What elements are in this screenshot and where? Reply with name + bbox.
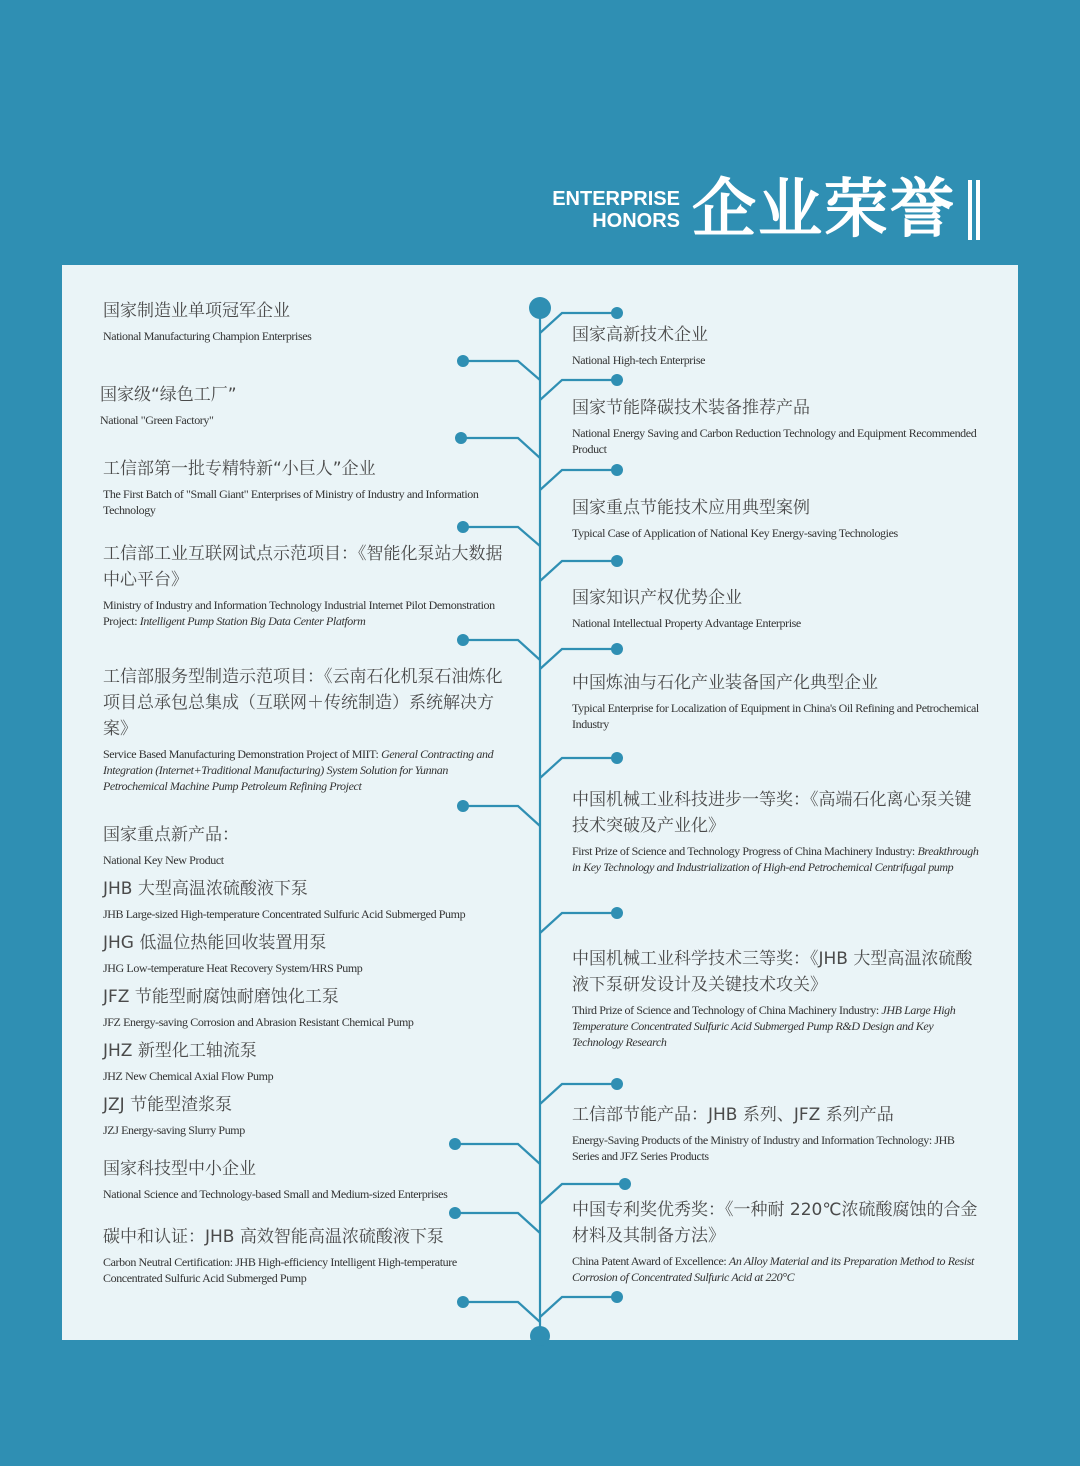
product-item [103,876,503,922]
product-item [103,1038,503,1084]
honor-zh: 国家科技型中小企业 [103,1159,256,1179]
honor-en: Ministry of Industry and Information Technology Industrial Internet Pilot Demonstration Project: Intelligent Pump Station Big Data Center Platform [103,598,495,628]
left-honor-5 [103,664,503,794]
honor-zh: 国家重点节能技术应用典型案例 [572,498,810,518]
title-bars-decoration [968,180,980,240]
honor-en: Third Prize of Science and Technology of China Machinery Industry: JHB Large High Temperature Concentrated Sulfuric Acid Submerged Pump R&D Design and Key Technology Research [572,1003,956,1049]
right-honor-6 [572,787,982,875]
left-honor-7 [103,1156,503,1202]
product-zh: JHB 大型高温浓硫酸液下泵 [103,879,308,899]
page-header [552,170,980,250]
honor-zh: 国家级“绿色工厂” [100,385,237,405]
right-honor-2 [572,395,982,457]
right-honor-8 [572,1102,982,1164]
product-zh: JHZ 新型化工轴流泵 [103,1041,257,1061]
honor-zh: 碳中和认证：JHB 高效智能高温浓硫酸液下泵 [103,1227,444,1247]
honor-zh: 国家制造业单项冠军企业 [103,301,290,321]
honor-en: Energy-Saving Products of the Ministry of Industry and Information Technology: JHB Series and JFZ Series Products [572,1133,955,1163]
honor-zh: 中国专利奖优秀奖：《一种耐 220℃浓硫酸腐蚀的合金材料及其制备方法》 [572,1200,978,1246]
honor-zh: 国家知识产权优势企业 [572,588,742,608]
honor-en: Carbon Neutral Certification: JHB High-efficiency Intelligent High-temperature Concentrated Sulfuric Acid Submerged Pump [103,1255,457,1285]
honor-zh: 工信部第一批专精特新“小巨人”企业 [103,459,376,479]
honor-zh: 中国机械工业科技进步一等奖：《高端石化离心泵关键技术突破及产业化》 [572,790,972,836]
product-zh: JZJ 节能型渣浆泵 [103,1095,233,1115]
right-honor-3 [572,495,982,541]
honor-en: National Science and Technology-based Small and Medium-sized Enterprises [103,1187,448,1201]
honor-zh: 工信部节能产品：JHB 系列、JFZ 系列产品 [572,1105,894,1125]
left-honor-4 [103,541,503,629]
product-en: JZJ Energy-saving Slurry Pump [103,1123,245,1137]
honor-zh: 国家节能降碳技术装备推荐产品 [572,398,810,418]
product-zh: JFZ 节能型耐腐蚀耐磨蚀化工泵 [103,987,339,1007]
right-honor-9 [572,1197,982,1285]
honor-zh: 工信部工业互联网试点示范项目：《智能化泵站大数据中心平台》 [103,544,503,590]
honor-en: China Patent Award of Excellence: An Alloy Material and its Preparation Method to Resist Corrosion of Concentrated Sulfuric Acid at 220°C [572,1254,974,1284]
honor-zh: 中国机械工业科学技术三等奖：《JHB 大型高温浓硫酸液下泵研发设计及关键技术攻关》 [572,949,973,995]
right-honor-7 [572,946,982,1050]
product-item [103,984,503,1030]
honor-en: National "Green Factory" [100,413,214,427]
left-honor-1 [103,298,503,344]
right-honor-1 [572,322,982,368]
honor-en: First Prize of Science and Technology Progress of China Machinery Industry: Breakthrough in Key Technology and Industrialization of High-end Petrochemical Centrifugal pump [572,844,979,874]
honor-en: Typical Case of Application of National Key Energy-saving Technologies [572,526,898,540]
honor-en: Typical Enterprise for Localization of Equipment in China's Oil Refining and Petrochemical Industry [572,701,979,731]
honor-en: Service Based Manufacturing Demonstration Project of MIIT: General Contracting and Integration (Internet+Traditional Manufacturing) System Solution for Yunnan Petrochemical Machine Pump Petroleum Refining Project [103,747,494,793]
product-en: JHB Large-sized High-temperature Concentrated Sulfuric Acid Submerged Pump [103,907,466,921]
honor-en: National Key New Product [103,853,224,867]
left-honor-8 [103,1224,503,1286]
honor-zh: 国家高新技术企业 [572,325,708,345]
product-en: JHZ New Chemical Axial Flow Pump [103,1069,274,1083]
left-honor-6 [103,822,503,1138]
right-honor-5 [572,670,982,732]
product-zh: JHG 低温位热能回收装置用泵 [103,933,327,953]
product-item [103,930,503,976]
left-honor-3 [103,456,503,518]
honor-en: National High-tech Enterprise [572,353,706,367]
header-en-line1: ENTERPRISE [552,188,680,210]
header-en-line2: HONORS [592,210,680,232]
product-en: JHG Low-temperature Heat Recovery System/HRS Pump [103,961,363,975]
left-honor-2 [100,382,500,428]
honor-en: The First Batch of "Small Giant" Enterprises of Ministry of Industry and Information Technology [103,487,479,517]
product-en: JFZ Energy-saving Corrosion and Abrasion Resistant Chemical Pump [103,1015,414,1029]
header-english [552,188,680,232]
honor-zh: 工信部服务型制造示范项目：《云南石化机泵石油炼化项目总承包总集成（互联网＋传统制造）系统解决方案》 [103,667,503,739]
honor-en: National Manufacturing Champion Enterprises [103,329,312,343]
honor-zh: 中国炼油与石化产业装备国产化典型企业 [572,673,878,693]
product-item [103,1092,503,1138]
honor-en: National Energy Saving and Carbon Reduction Technology and Equipment Recommended Product [572,426,977,456]
header-chinese-title: 企业荣誉 [692,173,956,247]
honor-en: National Intellectual Property Advantage Enterprise [572,616,801,630]
right-honor-4 [572,585,982,631]
honor-zh: 国家重点新产品： [103,825,239,845]
